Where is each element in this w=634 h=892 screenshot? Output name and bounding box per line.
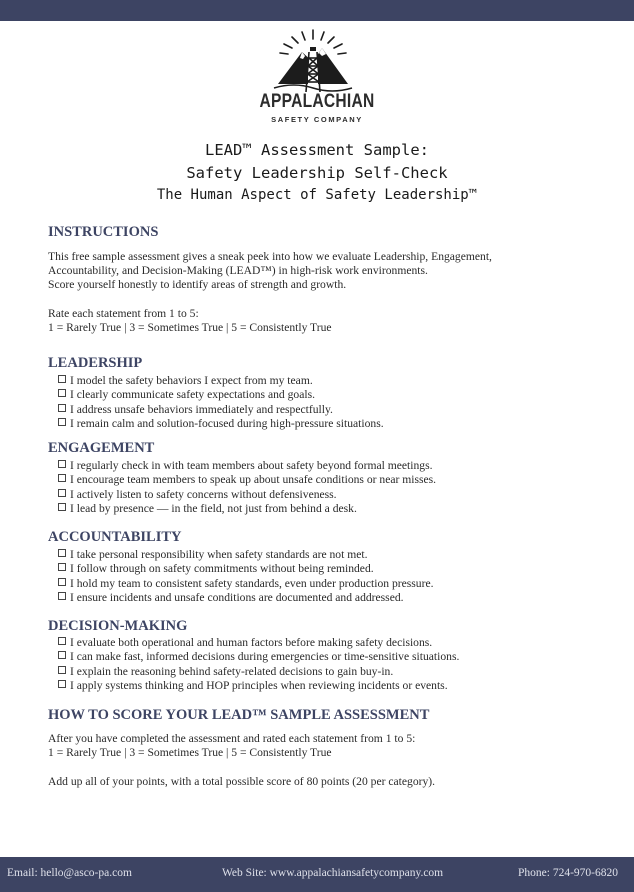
list-item[interactable]: I take personal responsibility when safety standards are not met. [58,548,434,562]
footer-bar [0,857,634,892]
checkbox-icon[interactable] [58,418,66,426]
list-item[interactable]: I clearly communicate safety expectations and goals. [58,388,384,402]
accountability-list [58,548,434,606]
engagement-heading: ENGAGEMENT [48,440,155,456]
list-item[interactable]: I actively listen to safety concerns without defensiveness. [58,488,436,502]
decision-making-heading: DECISION-MAKING [48,618,188,634]
top-bar [0,0,634,21]
footer-email[interactable]: Email: hello@asco-pa.com [7,867,132,879]
list-item[interactable]: I encourage team members to speak up about unsafe conditions or near misses. [58,473,436,487]
list-item[interactable]: I evaluate both operational and human factors before making safety decisions. [58,636,459,650]
scoring-total: Add up all of your points, with a total possible score of 80 points (20 per category). [48,775,436,788]
checkbox-icon[interactable] [58,592,66,600]
list-item[interactable]: I hold my team to consistent safety standards, even under production pressure. [58,577,434,591]
list-item[interactable]: I follow through on safety commitments without being reminded. [58,562,434,576]
brand-name: APPALACHIAN [259,91,375,112]
accountability-heading: ACCOUNTABILITY [48,529,182,545]
instructions-heading: INSTRUCTIONS [48,224,159,240]
checkbox-icon[interactable] [58,404,66,412]
doc-title-line-2: Safety Leadership Self-Check [186,164,448,182]
list-item[interactable]: I can make fast, informed decisions during emergencies or time-sensitive situations. [58,650,459,664]
engagement-list [58,459,436,517]
leadership-heading: LEADERSHIP [48,355,143,371]
scoring-scale: 1 = Rarely True | 3 = Sometimes True | 5 = Consistently True [48,746,332,759]
list-item[interactable]: I lead by presence — in the field, not just from behind a desk. [58,502,436,516]
checkbox-icon[interactable] [58,563,66,571]
list-item[interactable]: I apply systems thinking and HOP principles when reviewing incidents or events. [58,679,459,693]
list-item[interactable]: I address unsafe behaviors immediately and respectfully. [58,403,384,417]
list-item[interactable]: I explain the reasoning behind safety-related decisions to gain buy-in. [58,665,459,679]
doc-title-line-1: LEAD™ Assessment Sample: [205,141,429,159]
checkbox-icon[interactable] [58,375,66,383]
list-item[interactable]: I model the safety behaviors I expect from my team. [58,374,384,388]
instructions-text-2: Accountability, and Decision-Making (LEAD™) in high-risk work environments. [48,264,428,277]
list-item[interactable]: I remain calm and solution-focused during high-pressure situations. [58,417,384,431]
list-item[interactable]: I ensure incidents and unsafe conditions are documented and addressed. [58,591,434,605]
checkbox-icon[interactable] [58,489,66,497]
leadership-list [58,374,384,432]
checkbox-icon[interactable] [58,549,66,557]
checkbox-icon[interactable] [58,637,66,645]
rate-instruction: Rate each statement from 1 to 5: [48,307,199,320]
instructions-text-1: This free sample assessment gives a sneak peek into how we evaluate Leadership, Engagement, [48,250,492,263]
checkbox-icon[interactable] [58,578,66,586]
brand-subtitle: SAFETY COMPANY [271,115,363,124]
scoring-heading: HOW TO SCORE YOUR LEAD™ SAMPLE ASSESSMENT [48,707,430,723]
instructions-text-3: Score yourself honestly to identify areas of strength and growth. [48,278,347,291]
checkbox-icon[interactable] [58,460,66,468]
footer-phone[interactable]: Phone: 724-970-6820 [518,867,618,879]
checkbox-icon[interactable] [58,389,66,397]
scoring-text: After you have completed the assessment and rated each statement from 1 to 5: [48,732,416,745]
rating-scale: 1 = Rarely True | 3 = Sometimes True | 5 = Consistently True [48,321,332,334]
checkbox-icon[interactable] [58,474,66,482]
doc-subtitle: The Human Aspect of Safety Leadership™ [156,187,478,203]
checkbox-icon[interactable] [58,680,66,688]
checkbox-icon[interactable] [58,666,66,674]
checkbox-icon[interactable] [58,503,66,511]
decision-making-list [58,636,459,694]
list-item[interactable]: I regularly check in with team members about safety beyond formal meetings. [58,459,436,473]
checkbox-icon[interactable] [58,651,66,659]
footer-website[interactable]: Web Site: www.appalachiansafetycompany.com [222,867,444,879]
